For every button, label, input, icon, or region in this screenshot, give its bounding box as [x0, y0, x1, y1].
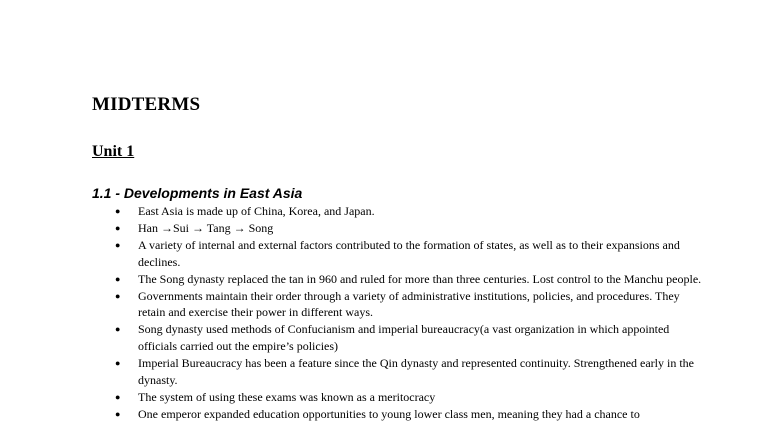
list-item-text: East Asia is made up of China, Korea, and Japan. [138, 204, 375, 218]
list-item-text: One emperor expanded education opportunities to young lower class men, meaning they had a chance to [138, 406, 640, 421]
list-item [92, 406, 702, 423]
page-title: MIDTERMS [92, 94, 201, 115]
bullet-icon: ● [115, 290, 121, 301]
bullet-icon: ● [115, 239, 121, 250]
list-item [92, 321, 702, 355]
bullet-icon: ● [115, 408, 121, 419]
list-item-text: The Song dynasty replaced the tan in 960 and ruled for more than three centuries. Lost control to the Manchu people. [138, 271, 702, 286]
list-item-text: Han →Sui → Tang → Song [138, 220, 274, 235]
list-item-text: Governments maintain their order through a variety of administrative institutions, policies, and procedures. They retain and exercise their power in different ways. [138, 288, 680, 320]
bullet-icon: ● [115, 391, 121, 402]
list-item-text: Song dynasty used methods of Confucianism and imperial bureaucracy(a vast organization in which appointed officials carried out the empire’s policies) [138, 322, 670, 354]
list-item-text: A variety of internal and external factors contributed to the formation of states, as well as to their expansions and declines. [138, 237, 680, 269]
list-item-text: Imperial Bureaucracy has been a feature since the Qin dynasty and represented continuity. Strengthened early in the dynasty. [138, 356, 695, 388]
bullet-icon: ● [115, 222, 121, 233]
unit-heading: Unit 1 [92, 143, 135, 160]
list-item [92, 203, 702, 220]
bullet-icon: ● [115, 206, 121, 216]
bullet-list [92, 203, 702, 423]
bullet-icon: ● [115, 358, 121, 369]
list-item [92, 271, 702, 288]
list-item [92, 389, 702, 406]
list-item-text: The system of using these exams was known as a meritocracy [138, 389, 436, 404]
bullet-icon: ● [115, 273, 121, 284]
list-item [92, 288, 702, 322]
list-item [92, 237, 702, 271]
bullet-icon: ● [115, 324, 121, 335]
list-item [92, 355, 702, 389]
list-item [92, 220, 702, 237]
section-heading: 1.1 - Developments in East Asia [92, 185, 303, 201]
